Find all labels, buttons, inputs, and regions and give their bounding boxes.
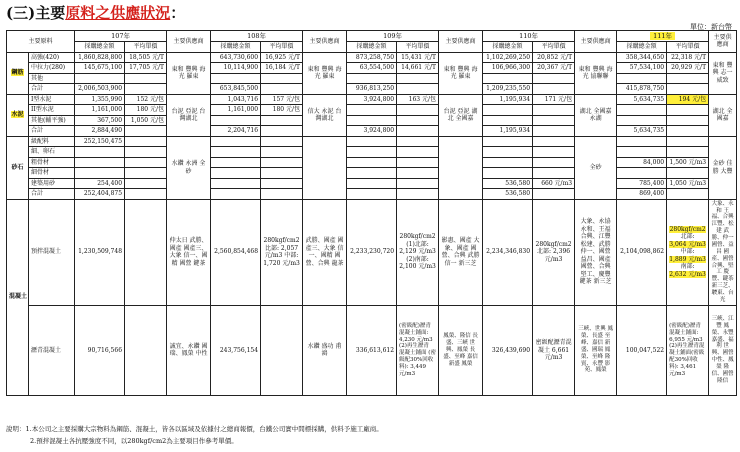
cell	[75, 73, 125, 84]
cement-supplier-110: 湖北 全國嘉 永湖	[575, 94, 617, 136]
cell	[347, 178, 397, 189]
cell: 20,929 元/T	[667, 63, 709, 74]
cell	[483, 105, 533, 116]
cell: 5,634,735	[617, 94, 667, 105]
asphalt-supplier-109: 鳳榮、隆信 長盛、三峽 世興、鳳榮 長盛、至峰 嘉信 新盛 鳳榮	[439, 305, 483, 395]
cell	[347, 147, 397, 158]
asphalt-supplier-107: 誠宜、永鑽 國瑞、鳳榮 中性	[167, 305, 211, 395]
materials-table	[6, 30, 737, 396]
cell	[211, 147, 261, 158]
cell	[483, 136, 533, 147]
sand-row-5	[7, 189, 737, 200]
cell: 171 元/包	[533, 94, 575, 105]
cell: 358,344,650	[617, 52, 667, 63]
cell: 2,006,503,900	[75, 84, 125, 95]
price-value: 3,064 元/m3	[669, 240, 706, 248]
cell	[125, 178, 167, 189]
row-label: 合計	[29, 84, 75, 95]
cell	[75, 168, 125, 179]
cell: 367,500	[75, 115, 125, 126]
cell: 2,204,716	[211, 126, 261, 137]
row-label: 高強(420)	[29, 52, 75, 63]
cell: 415,878,750	[617, 84, 667, 95]
row-label: 中拉力(280)	[29, 63, 75, 74]
cell	[483, 147, 533, 158]
cement-row-1	[7, 105, 737, 116]
cell	[347, 73, 397, 84]
cell: 280kgf/cm2 比部: 2,057 元/m3 中部: 1,720 元/m3	[261, 199, 303, 305]
cell: 180 元/包	[125, 105, 167, 116]
cell: 152 元/包	[125, 94, 167, 105]
cell: 280kgf/cm2 北部: 2,396 元/m3	[533, 199, 575, 305]
cell	[397, 147, 439, 158]
cell: 180 元/包	[261, 105, 303, 116]
cell	[667, 136, 709, 147]
cell: 163 元/包	[397, 94, 439, 105]
cell: 15,431 元/T	[397, 52, 439, 63]
cell	[125, 147, 167, 158]
sand-supplier-108	[303, 136, 347, 199]
cell	[211, 157, 261, 168]
cell	[397, 105, 439, 116]
cell: 10,114,900	[211, 63, 261, 74]
steel-supplier-109: 東和 豐興 海光 羅東	[439, 52, 483, 94]
cell	[483, 168, 533, 179]
cell: 157 元/包	[261, 94, 303, 105]
cell	[261, 305, 303, 395]
category-steel-label: 鋼筋	[11, 69, 24, 77]
cell	[533, 168, 575, 179]
cell: 1,043,716	[211, 94, 261, 105]
cell: 1,230,509,748	[75, 199, 125, 305]
sand-supplier-109	[439, 136, 483, 199]
cell	[617, 105, 667, 116]
asphalt-supplier-110: 三峽、世興 鳳榮、長盛 至峰、嘉信 新盛、國瑞 鳳榮、至峰 隆賓、永豐 影苑、鳳榮	[575, 305, 617, 395]
sand-row-0	[7, 136, 737, 147]
cell: 18,505 元/T	[125, 52, 167, 63]
asphalt-supplier-108: 水鑽 盛功 甫鴻	[303, 305, 347, 395]
year-111: 111年	[650, 32, 675, 40]
cell	[211, 168, 261, 179]
cell	[617, 168, 667, 179]
cell	[483, 73, 533, 84]
concrete-supplier-108: 武勝、國產 國產三、大象 信一、國精 國營、合興 龍茶	[303, 199, 347, 305]
cell	[211, 178, 261, 189]
header-total-111: 採購總金額	[617, 42, 667, 53]
cell	[347, 136, 397, 147]
cell	[125, 136, 167, 147]
cell: 536,580	[483, 189, 533, 200]
category-cement	[7, 94, 29, 136]
header-total-109: 採購總金額	[347, 42, 397, 53]
cell	[533, 147, 575, 158]
cell: (密級配)瀝青 混凝土鋪面: 4,230 元/m3 (2)再生瀝青 混凝土鋪面 (密級配30%回收 料): 3,449 元/m3	[397, 305, 439, 395]
category-sand: 砂石	[7, 136, 29, 199]
header-total-108: 採購總金額	[211, 42, 261, 53]
cell	[483, 157, 533, 168]
cell: 1,860,828,800	[75, 52, 125, 63]
cell	[125, 168, 167, 179]
cell	[533, 73, 575, 84]
cell	[533, 189, 575, 200]
cell: 63,554,500	[347, 63, 397, 74]
cell: 1,500 元/m3	[667, 157, 709, 168]
steel-supplier-107: 東和 豐興 海光 羅東	[167, 52, 211, 94]
cell: 84,000	[617, 157, 667, 168]
cement-supplier-107: 台泥 亞泥 台灣湖北	[167, 94, 211, 136]
cell: 660 元/m3	[533, 178, 575, 189]
header-total-107: 採購總金額	[75, 42, 125, 53]
cell	[211, 136, 261, 147]
cell	[667, 73, 709, 84]
cell	[617, 136, 667, 147]
cell: 643,730,600	[211, 52, 261, 63]
cement-row-2	[7, 115, 737, 126]
cell	[125, 189, 167, 200]
cell	[667, 126, 709, 137]
concrete-supplier-107: 仲太日 武勝、國產 國產三、大象 信一、國精 國營 鍵茶	[167, 199, 211, 305]
year-110: 110年	[483, 31, 575, 42]
cell	[397, 126, 439, 137]
row-label: 級配料	[29, 136, 75, 147]
row-label: 細、卵石	[29, 147, 75, 158]
row-label: 預拌混凝土	[29, 199, 75, 305]
cell: 2,233,230,720	[347, 199, 397, 305]
cell	[397, 189, 439, 200]
cell	[75, 147, 125, 158]
header-avg-110: 平均單價	[533, 42, 575, 53]
cell: 22,318 元/T	[667, 52, 709, 63]
cell: 326,439,690	[483, 305, 533, 395]
row-label: 合計	[29, 189, 75, 200]
cell: 3,924,800	[347, 94, 397, 105]
cell	[667, 115, 709, 126]
cell: 536,580	[483, 178, 533, 189]
cell	[261, 168, 303, 179]
header-avg-108: 平均單價	[261, 42, 303, 53]
cell	[347, 189, 397, 200]
cell	[397, 178, 439, 189]
cell	[125, 305, 167, 395]
cell: 1,209,235,550	[483, 84, 533, 95]
cell	[261, 73, 303, 84]
cell	[211, 115, 261, 126]
cell	[667, 168, 709, 179]
row-label: 建築用砂	[29, 178, 75, 189]
cell	[667, 147, 709, 158]
category-steel	[7, 52, 29, 94]
steel-row-2	[7, 73, 737, 84]
cell	[533, 115, 575, 126]
year-109: 109年	[347, 31, 439, 42]
cell	[533, 84, 575, 95]
cell: 90,716,566	[75, 305, 125, 395]
cell	[617, 115, 667, 126]
cell	[125, 84, 167, 95]
price-region: 中部:	[680, 248, 695, 256]
cell: 57,534,100	[617, 63, 667, 74]
steel-row-1	[7, 63, 737, 74]
cell	[397, 168, 439, 179]
cell: 3,924,800	[347, 126, 397, 137]
year-header-row	[7, 31, 737, 42]
cell: 1,161,000	[75, 105, 125, 116]
cell: 873,258,750	[347, 52, 397, 63]
cell	[347, 157, 397, 168]
cell: 16,184 元/T	[261, 63, 303, 74]
year-107: 107年	[75, 31, 167, 42]
row-label: 其他	[29, 73, 75, 84]
cell: 2,104,098,862	[617, 199, 667, 305]
price-region: 南部:	[680, 263, 695, 271]
concrete-price-111	[667, 199, 709, 305]
row-label: 細骨材	[29, 168, 75, 179]
cell: (密級配)瀝青 混凝土鋪面: 6,955 元/m3 (2)再生瀝青混 凝土鋪面(密級 配30%回收 料): 3,461 元/m3	[667, 305, 709, 395]
sand-row-4	[7, 178, 737, 189]
cell	[667, 105, 709, 116]
cell	[533, 126, 575, 137]
page-title	[6, 2, 185, 23]
row-label: I型水泥	[29, 94, 75, 105]
cell: 869,400	[617, 189, 667, 200]
steel-row-0	[7, 52, 737, 63]
cell: 280kgf/cm2 (1)北部: 2,129 元/m3 (2)南部: 2,100 元/m3	[397, 199, 439, 305]
cell: 2,234,346,830	[483, 199, 533, 305]
cell: 14,661 元/T	[397, 63, 439, 74]
cell: 336,613,612	[347, 305, 397, 395]
header-supplier-110: 主要供應商	[575, 31, 617, 53]
category-concrete: 混凝土	[7, 199, 29, 395]
cell	[261, 115, 303, 126]
row-label: 瀝青混凝土	[29, 305, 75, 395]
concrete-row-1	[7, 305, 737, 395]
cell	[211, 189, 261, 200]
header-avg-109: 平均單價	[397, 42, 439, 53]
cell	[347, 115, 397, 126]
sand-supplier-111: 金砂 佳勝 大豐	[709, 136, 737, 199]
sand-row-2	[7, 157, 737, 168]
cell	[533, 105, 575, 116]
cell: 1,161,000	[211, 105, 261, 116]
cell: 2,884,490	[75, 126, 125, 137]
price-label: 280kgf/cm2	[669, 225, 706, 233]
concrete-supplier-110: 大象、永協 永和、王福 合興、江豐 松建、武勝 仲一、國營 益昌、國產 國營、合興 堅工、慶豐 鍵茶 新三芝	[575, 199, 617, 305]
header-total-110: 採購總金額	[483, 42, 533, 53]
price-value: 2,632 元/m3	[669, 270, 706, 278]
asphalt-supplier-111: 三峽、江豐 鳳榮、永豐 嘉盛、福利 世興、國營 中性、鳳榮 隆信、國營 隆信	[709, 305, 737, 395]
cell: 785,400	[617, 178, 667, 189]
unit-label: 單位：新台幣	[690, 23, 732, 31]
row-label: 粗骨材	[29, 157, 75, 168]
header-main-material: 主要原料	[7, 31, 75, 53]
steel-supplier-111: 東和 豐興 志一 威致	[709, 52, 737, 94]
cell: 252,150,475	[75, 136, 125, 147]
year-108: 108年	[211, 31, 303, 42]
concrete-row-0	[7, 199, 737, 305]
cell: 1,195,934	[483, 126, 533, 137]
cell	[261, 136, 303, 147]
sand-row-3	[7, 168, 737, 179]
sand-supplier-107: 水鑽 永洲 全砂	[167, 136, 211, 199]
cell: 2,560,854,468	[211, 199, 261, 305]
cell: 106,966,300	[483, 63, 533, 74]
year-111-cell	[617, 31, 709, 42]
cell	[533, 136, 575, 147]
cell: 1,102,269,250	[483, 52, 533, 63]
cell: 5,634,735	[617, 126, 667, 137]
cell	[125, 199, 167, 305]
cell: 194 元/包	[667, 94, 709, 105]
cell: 243,756,154	[211, 305, 261, 395]
cell	[261, 189, 303, 200]
header-avg-111: 平均單價	[667, 42, 709, 53]
cell	[397, 84, 439, 95]
cell	[261, 157, 303, 168]
cell	[397, 157, 439, 168]
cell: 1,050 元/包	[125, 115, 167, 126]
cell	[617, 147, 667, 158]
cell	[75, 157, 125, 168]
header-supplier-108: 主要供應商	[303, 31, 347, 53]
cell: 1,050 元/m3	[667, 178, 709, 189]
cell	[347, 168, 397, 179]
row-label: II型水泥	[29, 105, 75, 116]
row-label: 其他(輔平強)	[29, 115, 75, 126]
cell: 145,675,100	[75, 63, 125, 74]
cell	[483, 115, 533, 126]
cell	[261, 178, 303, 189]
cell	[261, 126, 303, 137]
cell	[533, 157, 575, 168]
cell: 20,852 元/T	[533, 52, 575, 63]
cell: 1,355,990	[75, 94, 125, 105]
category-cement-label: 水泥	[11, 111, 24, 119]
cement-supplier-109: 台泥 亞泥 湖北 全國嘉	[439, 94, 483, 136]
header-supplier-107: 主要供應商	[167, 31, 211, 53]
cell	[617, 73, 667, 84]
row-label: 合計	[29, 126, 75, 137]
cell	[211, 73, 261, 84]
cement-supplier-111: 湖北 全國嘉	[709, 94, 737, 136]
cell	[261, 84, 303, 95]
title-suffix: ：	[170, 4, 186, 22]
cement-supplier-108: 信大 永泥 台灣湖北	[303, 94, 347, 136]
cell	[397, 115, 439, 126]
sand-row-1	[7, 147, 737, 158]
cell: 100,047,522	[617, 305, 667, 395]
cell	[261, 147, 303, 158]
sand-supplier-110: 全砂	[575, 136, 617, 199]
concrete-supplier-109: 影惠、國產 大象、國產 國營、合興 武勝 信一 新三芝	[439, 199, 483, 305]
price-value: 1,889 元/m3	[669, 255, 706, 263]
steel-row-3	[7, 84, 737, 95]
cell: 16,925 元/T	[261, 52, 303, 63]
cell: 密級配瀝青混 凝土 6,661 元/m3	[533, 305, 575, 395]
cell: 653,845,500	[211, 84, 261, 95]
cell	[347, 105, 397, 116]
concrete-supplier-111: 大象、永和 王福、合興 江豐、松建 武勝、仲一 國營、益昌 國產、國營 合興、堅工 慶豐、鍵茶 新三芝、 駿東、台光	[709, 199, 737, 305]
cell	[397, 136, 439, 147]
cell	[667, 84, 709, 95]
header-supplier-109: 主要供應商	[439, 31, 483, 53]
cell	[125, 157, 167, 168]
steel-supplier-110: 東和 豐興 海光 協聯聯	[575, 52, 617, 94]
steel-supplier-108: 東和 豐興 海光 羅東	[303, 52, 347, 94]
header-avg-107: 平均單價	[125, 42, 167, 53]
cell	[125, 73, 167, 84]
title-highlight: 原料之供應狀況	[65, 4, 171, 22]
cell	[397, 73, 439, 84]
cement-row-0	[7, 94, 737, 105]
cement-row-3	[7, 126, 737, 137]
note-2: 2.預拌混凝土各抗壓強度不同，以280kgf/cm2為主要項目作參考單價。	[30, 437, 238, 445]
cell	[667, 189, 709, 200]
cell: 252,404,875	[75, 189, 125, 200]
cell: 254,400	[75, 178, 125, 189]
cell: 1,195,934	[483, 94, 533, 105]
cell: 936,813,250	[347, 84, 397, 95]
title-prefix: (三)主要	[6, 4, 66, 22]
note-1: 說明：1.本公司之主要採購大宗物料為鋼筋、混凝土，皆各以區域及依據付之總商報價，台鐵公司實中間標採購，供料予施工廠商。	[6, 425, 383, 433]
price-region: 北部:	[680, 233, 695, 241]
header-supplier-111: 主要供應商	[709, 31, 737, 53]
subheader-row	[7, 42, 737, 53]
cell: 17,705 元/T	[125, 63, 167, 74]
cell: 20,367 元/T	[533, 63, 575, 74]
cell	[125, 126, 167, 137]
